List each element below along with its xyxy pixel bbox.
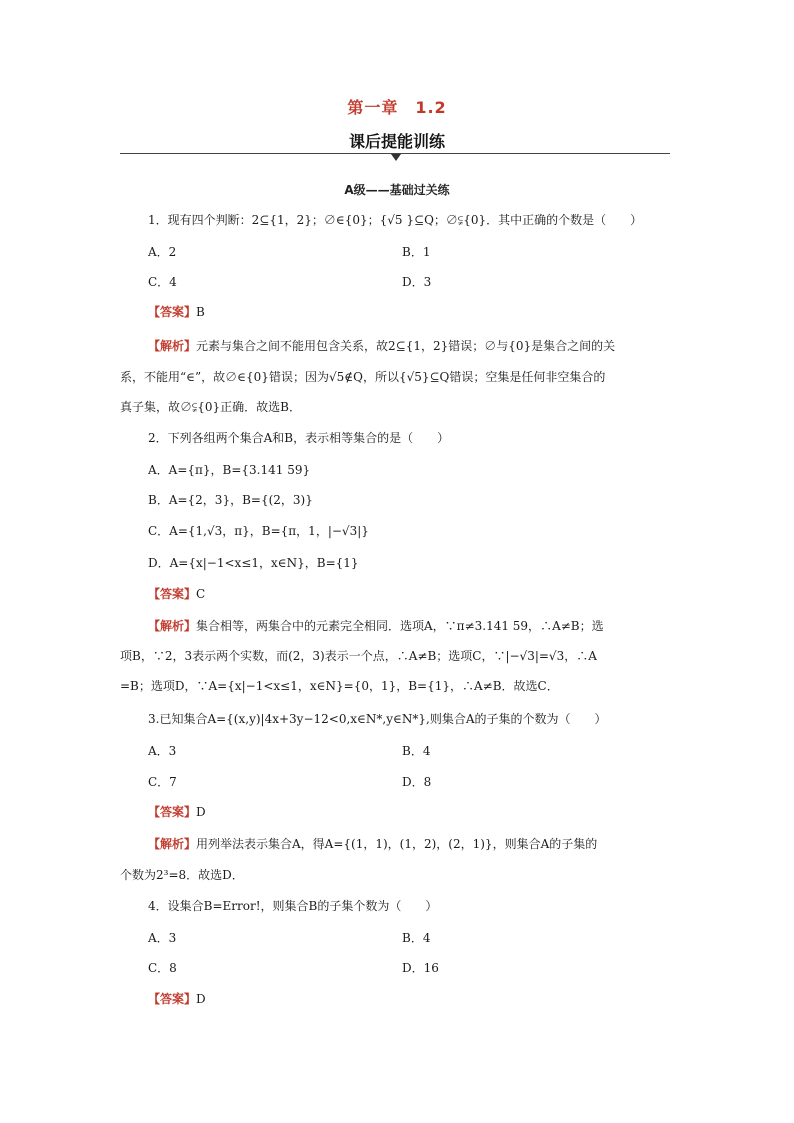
question-2-option-a: A．A={π}，B={3.141 59} (148, 463, 311, 477)
question-2-option-b: B．A={2，3}，B={(2，3)} (148, 493, 313, 507)
answer-value: C (196, 587, 206, 601)
question-3-option-d: D．8 (402, 775, 432, 789)
answer-value: B (196, 305, 205, 319)
question-4-option-d: D．16 (402, 961, 439, 975)
analysis-label: 【解析】 (148, 339, 197, 353)
analysis-text: 用列举法表示集合A，得A={(1，1)，(1，2)，(2，1)}，则集合A的子集的 (196, 837, 598, 851)
question-3-analysis-line-2: 个数为2³=8．故选D． (120, 868, 244, 882)
chapter-title: 第一章 1.2 (347, 98, 447, 117)
question-3-option-a: A．3 (148, 744, 177, 758)
question-3-answer (148, 804, 206, 820)
question-1-analysis-line-1 (148, 338, 615, 354)
page-subtitle: 课后提能训练 (348, 132, 445, 151)
question-2-analysis-line-1 (148, 618, 604, 634)
question-1-analysis-line-2: 系，不能用“∈”，故∅∈{0}错误；因为√5∉Q，所以{√5}⊆Q错误；空集是任何非空集合的 (120, 370, 606, 384)
question-4-option-b: B．4 (402, 931, 431, 945)
answer-label: 【答案】 (148, 992, 197, 1006)
question-2-stem: 2．下列各组两个集合A和B，表示相等集合的是（ ） (148, 431, 450, 445)
answer-value: D (196, 992, 206, 1006)
question-1-option-a: A．2 (148, 245, 177, 259)
question-3-analysis-line-1 (148, 836, 597, 852)
answer-label: 【答案】 (148, 587, 197, 601)
question-1-answer (148, 304, 205, 320)
question-2-answer (148, 586, 205, 602)
question-4-stem: 4．设集合B=Error!，则集合B的子集个数为（ ） (148, 899, 438, 913)
triangle-marker-icon (391, 154, 401, 161)
question-1-analysis-line-3: 真子集，故∅⫋{0}正确．故选B． (120, 400, 302, 414)
analysis-label: 【解析】 (148, 619, 197, 633)
analysis-label: 【解析】 (148, 837, 197, 851)
question-3-stem: 3.已知集合A={(x,y)|4x+3y−12<0,x∈N*,y∈N*},则集合A的子集的个数为（ ） (148, 712, 607, 726)
question-4-option-a: A．3 (148, 931, 177, 945)
question-3-option-b: B．4 (402, 744, 431, 758)
question-3-option-c: C．7 (148, 775, 177, 789)
section-title: A级——基础过关练 (344, 183, 450, 197)
question-4-option-c: C．8 (148, 961, 177, 975)
question-2-analysis-line-3: =B；选项D，∵A={x|−1<x≤1，x∈N}={0，1}，B={1}，∴A≠B．故选C． (120, 679, 559, 693)
answer-label: 【答案】 (148, 305, 197, 319)
question-2-option-c: C．A={1,√3，π}，B={π，1，|−√3|} (148, 524, 369, 538)
question-2-option-d: D．A={x|−1<x≤1，x∈N}，B={1} (148, 556, 359, 570)
analysis-text: 元素与集合之间不能用包含关系，故2⊆{1，2}错误；∅与{0}是集合之间的关 (196, 339, 616, 353)
answer-value: D (196, 805, 206, 819)
question-1-option-d: D．3 (402, 275, 432, 289)
analysis-text: 集合相等，两集合中的元素完全相同．选项A，∵π≠3.141 59，∴A≠B；选 (196, 619, 604, 633)
question-1-option-b: B．1 (402, 245, 431, 259)
question-4-answer (148, 991, 206, 1007)
question-1-stem: 1．现有四个判断：2⊆{1，2}；∅∈{0}；{√5 }⊆Q；∅⫋{0}．其中正确的个数是（ ） (148, 213, 643, 227)
question-2-analysis-line-2: 项B，∵2，3表示两个实数，而(2，3)表示一个点，∴A≠B；选项C，∵|−√3|=√3，∴A (120, 649, 597, 663)
answer-label: 【答案】 (148, 805, 197, 819)
question-1-option-c: C．4 (148, 275, 177, 289)
